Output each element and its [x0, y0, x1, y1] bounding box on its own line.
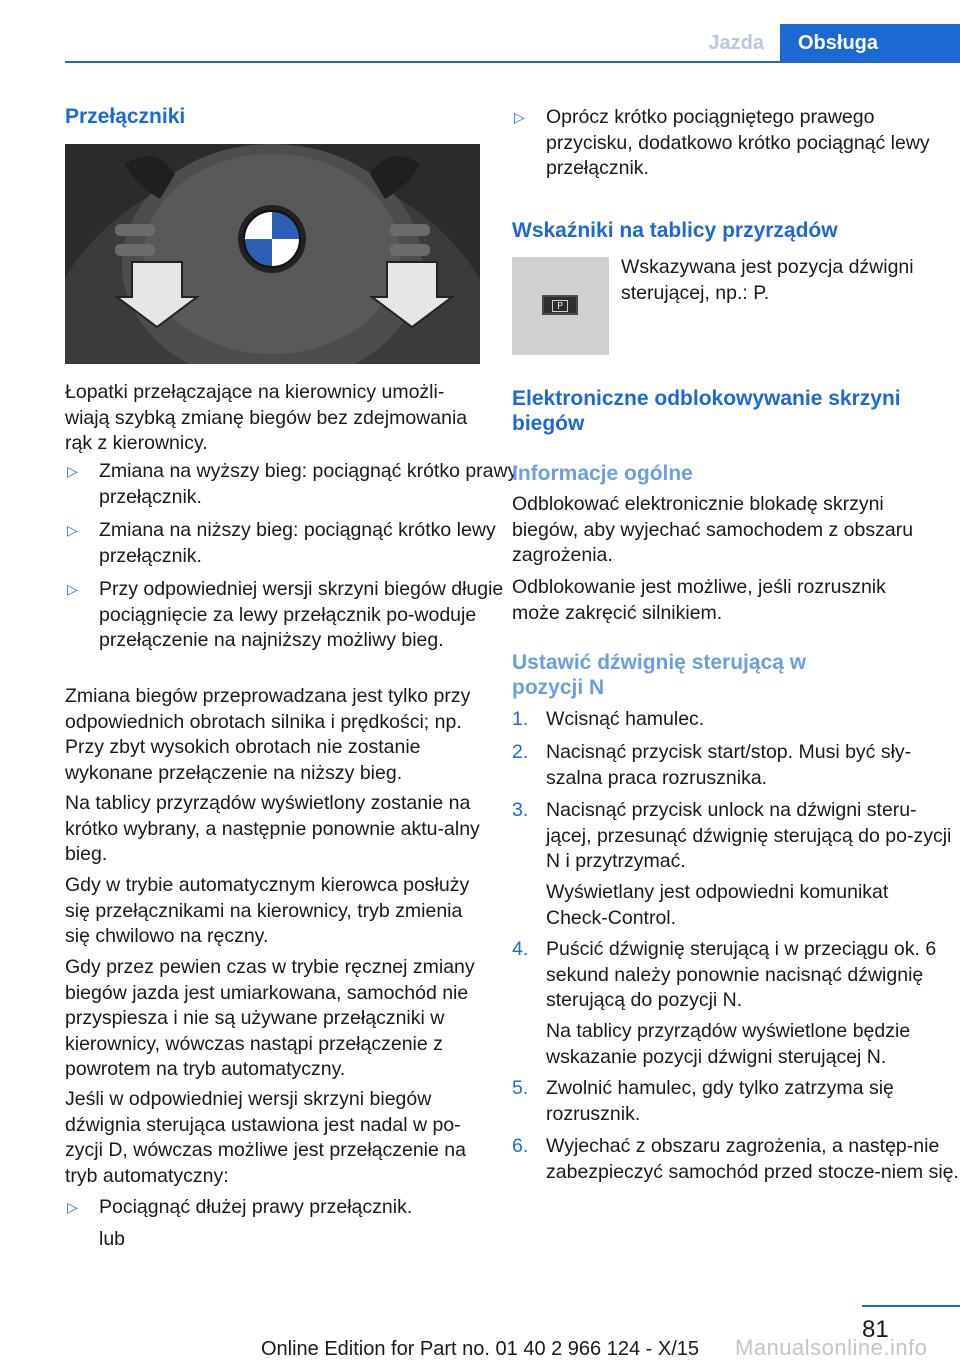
paragraph: Zmiana biegów przeprowadzana jest tylko przy odpowiednich obrotach silnika i prędkości; np. Przy zbyt wysokich obrotach nie zostanie wykonane przełączenie na niższy bieg. [65, 685, 471, 784]
step-item: 2. Nacisnąć przycisk start/stop. Musi być sły-szalna praca rozrusznika. [512, 741, 912, 789]
triangle-icon: ▷ [67, 581, 78, 597]
heading-electronic-unlock: Elektroniczne odblokowywanie skrzyni biegów [512, 387, 901, 435]
step-item: 6. Wyjechać z obszaru zagrożenia, a następ-nie zabezpieczyć samochód przed stocze-niem się. [512, 1135, 959, 1183]
triangle-icon: ▷ [67, 1199, 78, 1215]
step-item: 3. Nacisnąć przycisk unlock na dźwigni steru-jącej, przesunąć dźwignię sterującą do po-zycji N i przytrzymać. [512, 799, 952, 872]
paragraph: Jeśli w odpowiedniej wersji skrzyni biegów dźwignia sterująca ustawiona jest nadal w po-zycji D, wówczas możliwe jest przełączenie na tryb automatyczny: [65, 1088, 466, 1187]
step-item: 1. Wcisnąć hamulec. [512, 708, 705, 730]
list-item: ▷ Oprócz krótko pociągniętego prawego przycisku, dodatkowo krótko pociągnąć lewy przełącznik. [514, 106, 930, 179]
list-item: ▷ Zmiana na niższy bieg: pociągnąć krótko lewy przełącznik. [67, 519, 496, 567]
paragraph: Gdy w trybie automatycznym kierowca posłuży się przełącznikami na kierownicy, tryb zmienia się chwilowo na ręczny. [65, 874, 470, 947]
subheading-general-info: Informacje ogólne [512, 462, 693, 485]
paragraph: Odblokowanie jest możliwe, jeśli rozrusznik może zakręcić silnikiem. [512, 576, 886, 624]
paragraph: Odblokować elektronicznie blokadę skrzyni biegów, aby wyjechać samochodem z obszaru zagrożenia. [512, 493, 914, 566]
footer-rule [862, 1305, 960, 1307]
watermark: Manualsonline.info [735, 1335, 928, 1360]
triangle-icon: ▷ [514, 109, 525, 125]
paragraph: Na tablicy przyrządów wyświetlony zostanie na krótko wybrany, a następnie ponownie aktu-alny bieg. [65, 792, 480, 865]
heading-instrument-display: Wskaźniki na tablicy przyrządów [512, 219, 838, 242]
header-rule [65, 61, 960, 63]
tab-obsluga: Obsługa [780, 24, 960, 62]
edition-text: Online Edition for Part no. 01 40 2 966 124 - X/15 [260, 1338, 700, 1360]
list-item: ▷ Pociągnąć dłużej prawy przełącznik. [65, 1195, 519, 1221]
triangle-icon: ▷ [67, 463, 78, 479]
step-item: 4. Puścić dźwignię sterującą i w przeciągu ok. 6 sekund należy ponownie nacisnąć dźwignię sterującą do pozycji N. [512, 938, 937, 1011]
section-tabs [686, 24, 960, 62]
step-note: Wyświetlany jest odpowiedni komunikat Check-Control. [546, 881, 889, 929]
intro-paragraph: Łopatki przełączające na kierownicy umożli-wiają szybką zmianę biegów bez zdejmowania rąk z kierownicy. [65, 381, 468, 454]
or-text: lub [99, 1228, 126, 1250]
list-item: ▷ Zmiana na wyższy bieg: pociągnąć krótko prawy przełącznik. [67, 460, 518, 508]
gear-letter: P [552, 300, 568, 312]
page-number: 81 [862, 1316, 889, 1343]
tab-jazda: Jazda [686, 24, 780, 62]
gauge-description: Wskazywana jest pozycja dźwigni sterującej, np.: P. [621, 256, 914, 304]
heading-switches: Przełączniki [65, 105, 186, 128]
gear-indicator-image [512, 257, 609, 355]
paragraph: Gdy przez pewien czas w trybie ręcznej zmiany biegów jazda jest umiarkowana, samochód nie przyspiesza i nie są używane przełączniki w kierownicy, wówczas nastąpi przełączenie z powrotem na tryb automatyczny. [65, 956, 475, 1080]
step-item: 5. Zwolnić hamulec, gdy tylko zatrzyma się rozrusznik. [512, 1077, 894, 1125]
step-note: Na tablicy przyrządów wyświetlone będzie wskazanie pozycji dźwigni sterującej N. [546, 1020, 911, 1068]
steering-wheel-image [65, 144, 480, 364]
list-item: ▷ Przy odpowiedniej wersji skrzyni biegów długie pociągnięcie za lewy przełącznik po-woduje przełączenie na najniższy możliwy bieg. [67, 578, 504, 651]
triangle-icon: ▷ [67, 522, 78, 538]
subheading-set-lever-n: Ustawić dźwignię sterującą w pozycji N [512, 651, 807, 699]
